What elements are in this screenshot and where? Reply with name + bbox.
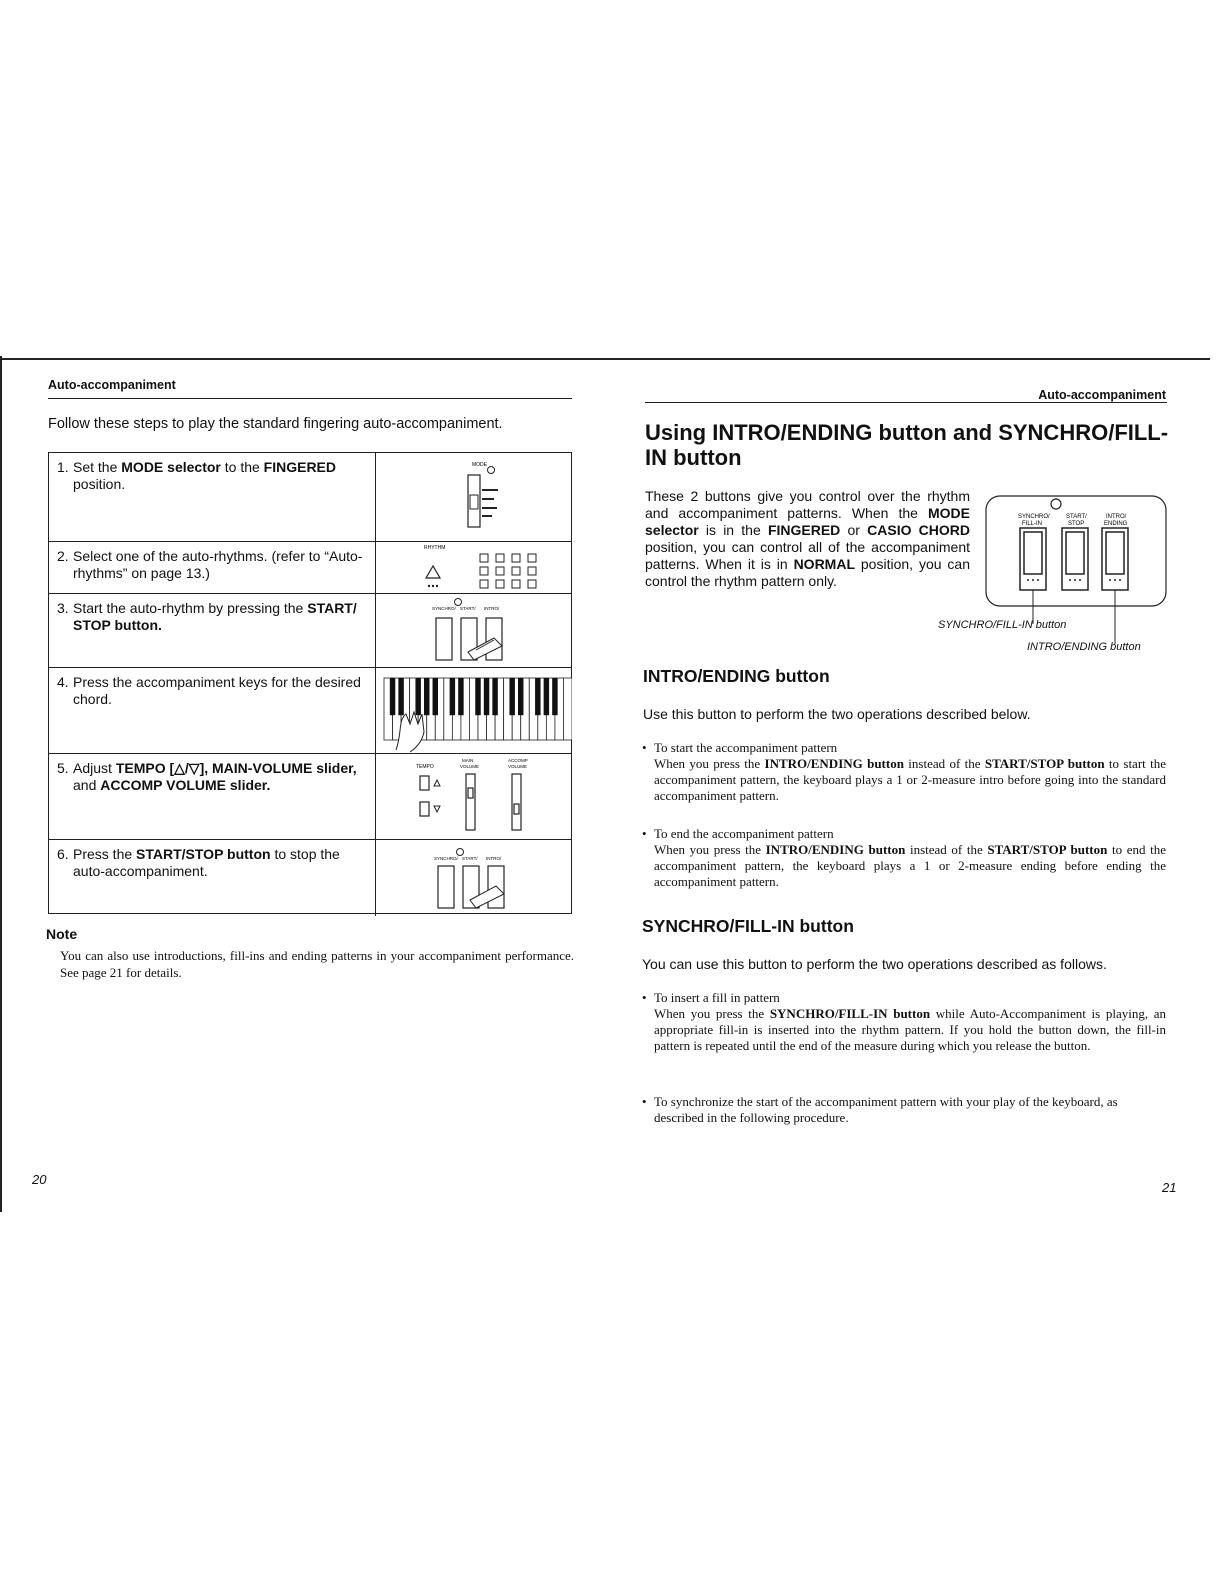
step-instruction [57,846,372,880]
step-instruction [57,760,372,794]
step-number: 2. [57,548,69,564]
bullet-span-text: When you press the [654,756,765,771]
step-span-text: to stop the auto-accompaniment. [73,846,340,879]
black-key [552,678,557,715]
start-stop-figure-2 [375,840,572,916]
button-panel-figure [984,494,1170,662]
step-row [49,541,571,594]
step-span-text: position. [73,476,126,492]
section1-title: INTRO/ENDING button [643,666,830,686]
bullet-span-text: to start the accompaniment pattern, the keyboard plays a 1 or 2-measure intro before going into the standard accompaniment pattern. [654,756,1166,803]
section2-lead: You can use this button to perform the two operations described as follows. [642,956,1107,972]
step-span-text: Adjust [73,760,116,776]
white-key [563,678,572,740]
step-row [49,453,571,541]
black-key [450,678,455,715]
bullet-span-bold: START/STOP button [984,756,1105,771]
svg-text:STOP: STOP [1068,521,1085,527]
bullet-body [654,756,1166,804]
right-page-title: Using INTRO/ENDING button and SYNCHRO/FILL-IN button [645,420,1169,470]
step-number: 6. [57,846,69,862]
left-margin-line [0,356,2,1212]
step-span-text: to the [220,459,264,475]
rhythm-figure [375,542,572,594]
black-key [424,678,429,715]
black-key [433,678,438,715]
step-span-bold: FINGERED [263,459,337,475]
black-key [509,678,514,715]
svg-text:TEMPO: TEMPO [416,764,434,770]
intro-span-bold: FINGERED [767,522,841,538]
svg-text:RHYTHM: RHYTHM [424,545,446,551]
note-text: You can also use introductions, fill-ins and ending patterns in your accompaniment performance. See page 21 for details. [60,948,574,980]
step-text [57,459,372,493]
svg-text:SYNCHRO/: SYNCHRO/ [432,606,456,611]
svg-text:FILL-IN: FILL-IN [1022,521,1043,527]
note-title: Note [46,926,78,942]
step-span-text: Set the [73,459,122,475]
step-instruction [57,548,372,582]
step-number: 1. [57,459,69,475]
black-key [535,678,540,715]
intro-span-text: These 2 buttons give you control over the rhythm and accompaniment patterns. When the [645,488,970,521]
step-span-bold: MODE selector [121,459,221,475]
step-instruction [57,459,372,493]
right-running-header: Auto-accompaniment [1038,388,1166,402]
bullet-title: To end the accompaniment pattern [654,826,834,841]
step-text [57,846,372,880]
left-intro-text: Follow these steps to play the standard fingering auto-accompaniment. [48,416,503,432]
left-running-header: Auto-accompaniment [48,378,176,392]
bullet-body [654,842,1166,890]
step-row [49,667,571,754]
step-number: 4. [57,674,69,690]
step-row [49,839,571,916]
left-header-rule [48,398,572,399]
black-key [458,678,463,715]
caption-intro-button: INTRO/ENDING button [1027,641,1141,653]
black-key [492,678,497,715]
right-intro-text [645,488,970,590]
bullet-span-text: instead of the [905,842,988,857]
step-span-text: Press the [73,846,137,862]
step-span-bold: START/STOP button [136,846,271,862]
right-page-number: 21 [1162,1180,1177,1195]
svg-text:ACCOMP: ACCOMP [508,758,528,763]
svg-text:START/: START/ [1066,514,1087,520]
step-span-text: Select one of the auto-rhythms. (refer to “Auto-rhythms” on page 13.) [73,548,363,581]
svg-text:MODE: MODE [472,462,487,468]
svg-text:START/: START/ [462,856,478,861]
svg-text:MAIN: MAIN [462,758,474,763]
caption-synchro-button: SYNCHRO/FILL-IN button [938,619,1067,631]
svg-text:INTRO/: INTRO/ [484,606,500,611]
intro-span-text: position, you can control the rhythm pattern only. [645,556,970,589]
step-row [49,593,571,668]
step-text [57,548,372,582]
black-key [475,678,480,715]
bullet-title: To start the accompaniment pattern [654,740,838,755]
svg-text:INTRO/: INTRO/ [486,856,502,861]
bullet-span-text: to end the accompaniment pattern, the keyboard plays a 1 or 2-measure ending before ending the accompaniment pattern. [654,842,1166,889]
step-row [49,753,571,840]
intro-span-bold: MODE selector [645,505,970,538]
bullet-span-bold: INTRO/ENDING button [764,756,904,771]
left-page-number: 20 [32,1172,47,1187]
intro-span-bold: CASIO CHORD [867,522,971,538]
step-text [57,674,372,708]
black-key [398,678,403,715]
step-span-bold: TEMPO [△/▽], MAIN-VOLUME slider, [115,760,357,776]
keyboard-figure [375,668,572,754]
step-span-text: and [73,777,101,793]
bullet-title: To synchronize the start of the accompaniment pattern with your play of the keyboard, as described in the following procedure. [654,1094,1118,1125]
step-span-bold: START/ STOP button. [73,600,357,633]
step-span-text: Start the auto-rhythm by pressing the [73,600,308,616]
bullet-span-text: When you press the [654,1006,770,1021]
svg-text:SYNCHRO/: SYNCHRO/ [1018,514,1050,520]
bullet-title: To insert a fill in pattern [654,990,780,1005]
mode-selector-figure [375,453,572,541]
step-span-bold: ACCOMP VOLUME slider. [100,777,271,793]
section2-title: SYNCHRO/FILL-IN button [642,916,854,936]
svg-text:START/: START/ [460,606,476,611]
step-text [57,600,372,634]
steps-table [48,452,572,914]
black-key [484,678,489,715]
bullet-span-text: When you press the [654,842,766,857]
step-number: 5. [57,760,69,776]
black-key [390,678,395,715]
bullet-body [654,1006,1166,1054]
step-span-text: Press the accompaniment keys for the desired chord. [73,674,361,707]
svg-text:ENDING: ENDING [1104,521,1128,527]
black-key [544,678,549,715]
step-instruction [57,674,372,708]
svg-text:VOLUME: VOLUME [508,764,528,769]
bullet-span-text: while Auto-Accompaniment is playing, an appropriate fill-in is inserted into the rhythm pattern. If you hold the button down, the fill-in pattern is repeated until the end of the measure during which you release the button. [654,1006,1167,1053]
svg-text:INTRO/: INTRO/ [1106,514,1127,520]
svg-text:SYNCHRO/: SYNCHRO/ [434,856,458,861]
section1-lead: Use this button to perform the two operations described below. [643,706,1031,722]
step-instruction [57,600,372,634]
black-key [415,678,420,715]
black-key [518,678,523,715]
bullet-span-bold: START/STOP button [987,842,1108,857]
right-header-rule [645,402,1167,403]
top-border-line [0,358,1210,360]
intro-span-text: position, you can control all of the accompaniment patterns. When it is in [645,539,970,572]
tempo-volume-figure [375,754,572,840]
intro-span-bold: NORMAL [793,556,855,572]
bullet-span-text: instead of the [903,756,985,771]
step-text [57,760,372,794]
intro-span-text: or [840,522,868,538]
bullet-span-bold: INTRO/ENDING button [765,842,906,857]
start-stop-figure [375,594,572,668]
svg-text:VOLUME: VOLUME [460,764,480,769]
intro-span-text: is in the [698,522,768,538]
bullet-span-bold: SYNCHRO/FILL-IN button [769,1006,931,1021]
step-number: 3. [57,600,69,616]
